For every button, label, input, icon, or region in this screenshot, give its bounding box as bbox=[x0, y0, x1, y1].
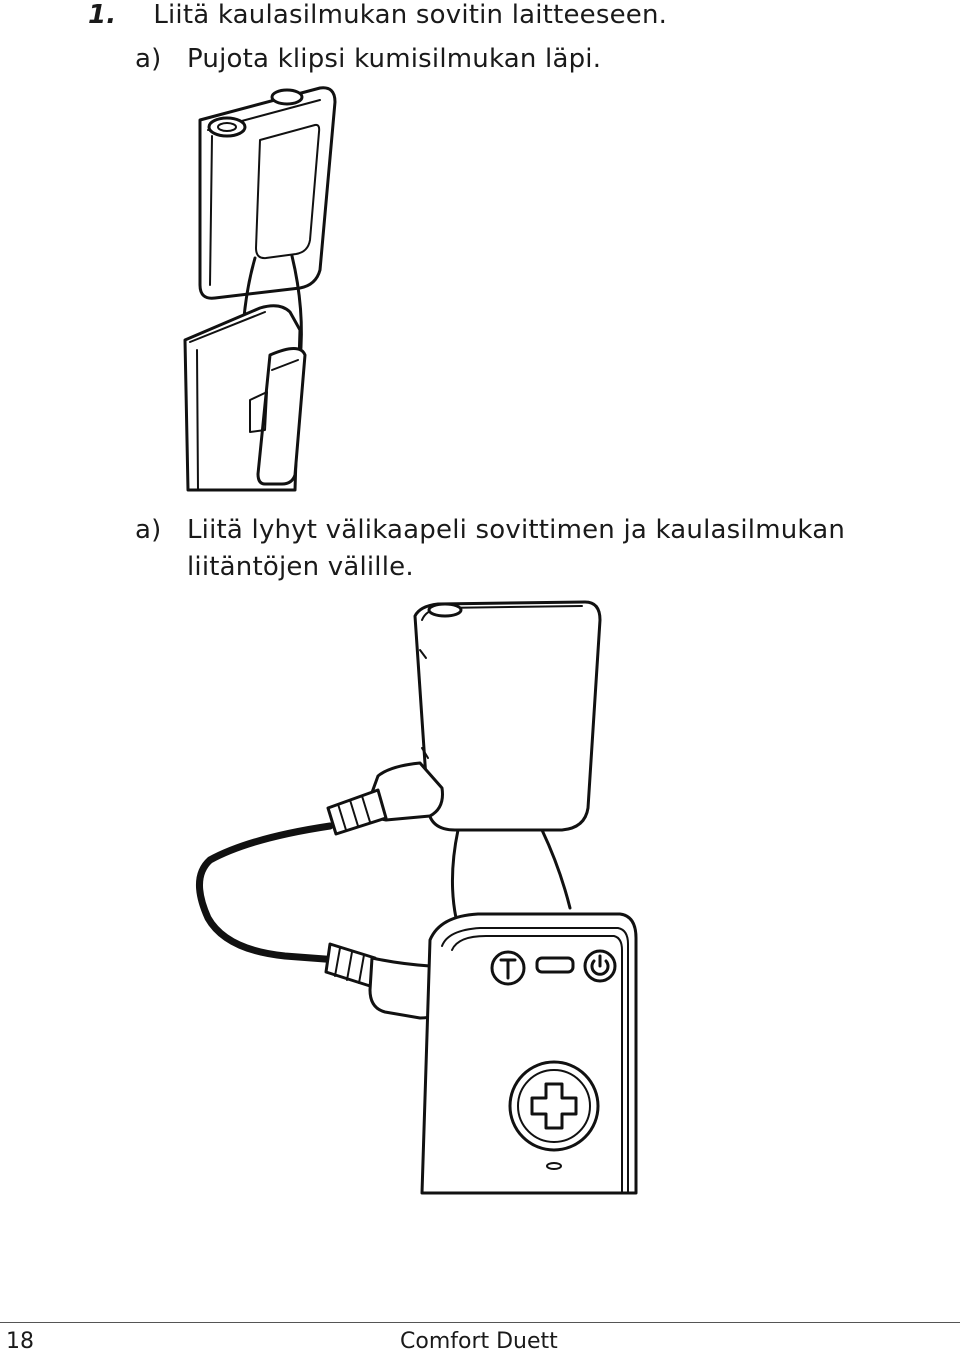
substep-text-line-2: liitäntöjen välille. bbox=[187, 552, 414, 582]
step-1-instruction bbox=[88, 0, 667, 30]
footer-rule bbox=[0, 1322, 960, 1323]
substep-a-connect-cable-cont bbox=[187, 552, 414, 582]
step-text: Liitä kaulasilmukan sovitin laitteeseen. bbox=[153, 0, 668, 30]
substep-marker: a) bbox=[135, 515, 162, 545]
substep-marker: a) bbox=[135, 44, 162, 74]
substep-text: Pujota klipsi kumisilmukan läpi. bbox=[187, 44, 602, 74]
substep-a-connect-cable bbox=[135, 515, 845, 545]
illustration-cable-connection bbox=[190, 598, 650, 1198]
footer-product-name: Comfort Duett bbox=[400, 1329, 558, 1354]
page-number: 18 bbox=[6, 1329, 34, 1354]
illustration-clip-through-loop bbox=[170, 80, 340, 500]
step-number: 1. bbox=[88, 0, 117, 30]
substep-text-line-1: Liitä lyhyt välikaapeli sovittimen ja kaulasilmukan bbox=[187, 515, 846, 545]
substep-a-thread-clip bbox=[135, 44, 601, 74]
